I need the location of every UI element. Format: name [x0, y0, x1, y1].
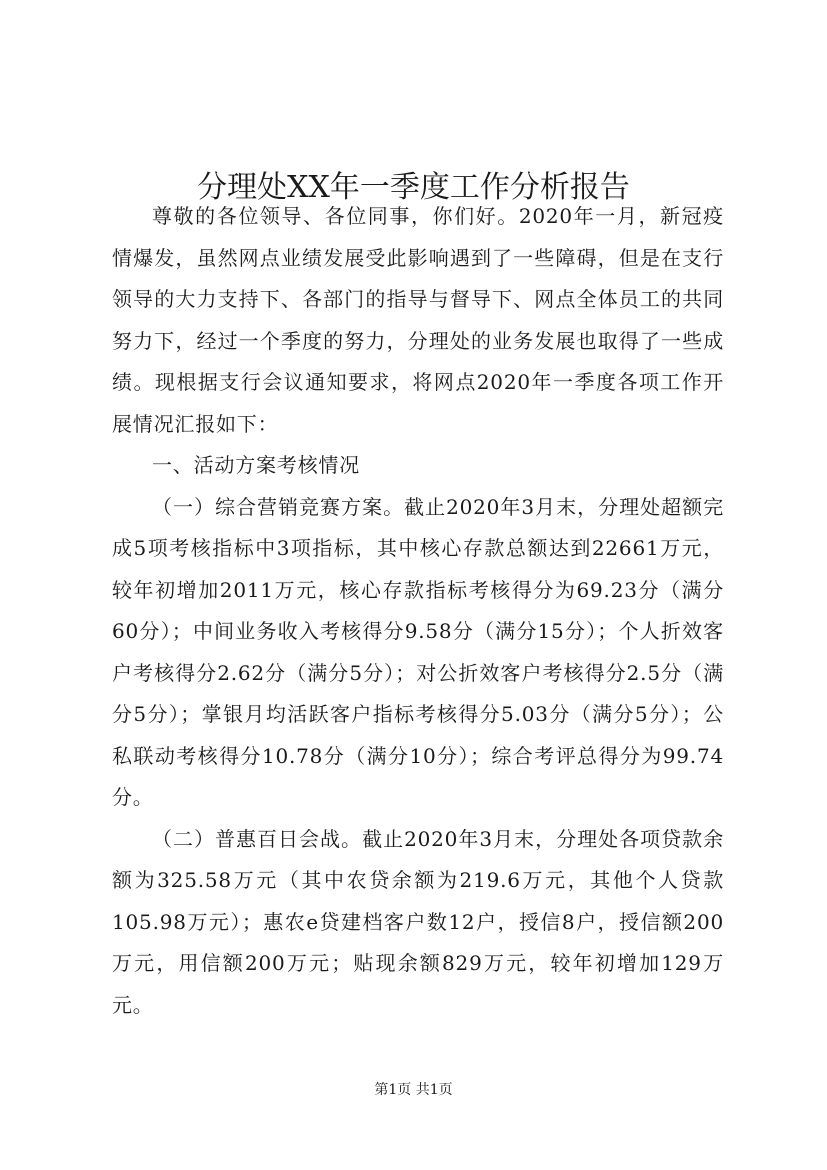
page-footer: 第1页 共1页 [374, 1082, 453, 1098]
section-heading: 一、活动方案考核情况 [152, 453, 360, 477]
paragraph-intro: 尊敬的各位领导、各位同事，你们好。2020年一月，新冠疫情爆发，虽然网点业绩发展受此影响遇到了一些障碍，但是在支行领导的大力支持下、各部门的指导与督导下、网点全体员工的共同努力下，经过一个季度的努力，分理处的业务发展也取得了一些成绩。现根据支行会议通知要求，将网点2020年一季度各项工作开展情况汇报如下： [112, 204, 724, 436]
document-body [112, 196, 724, 1026]
document-title: 分理处XX年一季度工作分析报告 [197, 170, 630, 206]
paragraph-inclusive: （二）普惠百日会战。截止2020年3月末，分理处各项贷款余额为325.58万元（其中农贷余额为219.6万元，其他个人贷款105.98万元）；惠农e贷建档客户数12户，授信8户，授信额200万元，用信额200万元；贴现余额829万元，较年初增加129万元。 [112, 826, 724, 1017]
paragraph-marketing: （一）综合营销竞赛方案。截止2020年3月末，分理处超额完成5项考核指标中3项指标，其中核心存款总额达到22661万元，较年初增加2011万元，核心存款指标考核得分为69.23分（满分60分）；中间业务收入考核得分9.58分（满分15分）；个人折效客户考核得分2.62分（满分5分）；对公折效客户考核得分2.5分（满分5分）；掌银月均活跃客户指标考核得分5.03分（满分5分）；公私联动考核得分10.78分（满分10分）；综合考评总得分为99.74分。 [112, 494, 724, 809]
